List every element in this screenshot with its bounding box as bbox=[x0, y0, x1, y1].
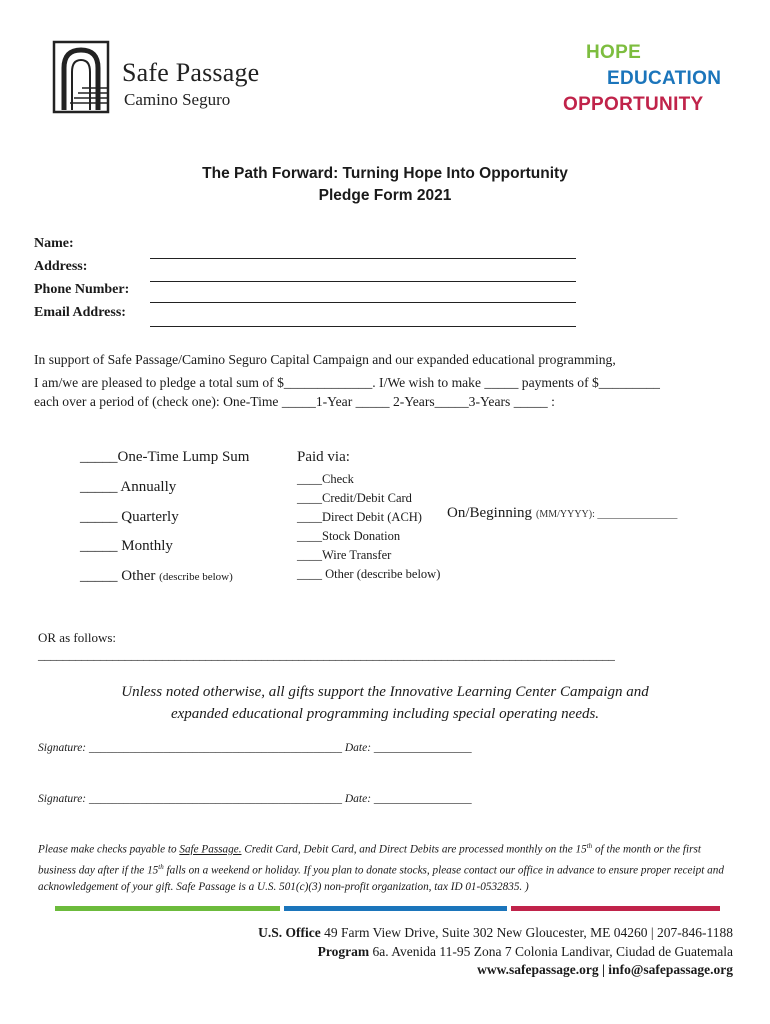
payee-name: Safe Passage. bbox=[179, 843, 242, 856]
tagline-hope: HOPE bbox=[586, 42, 642, 63]
pay-stock[interactable]: ____Stock Donation bbox=[297, 529, 401, 543]
option-monthly[interactable]: _____ Monthly bbox=[80, 538, 173, 554]
program-address: Program 6a. Avenida 11-95 Zona 7 Colonia Landivar, Ciudad de Guatemala bbox=[317, 944, 733, 959]
or-as-follows-field[interactable]: _____________________________________________________________________________________________ bbox=[38, 647, 615, 662]
tagline-education: EDUCATION bbox=[607, 68, 722, 89]
pay-other[interactable]: ____ Other (describe below) bbox=[297, 567, 441, 581]
signature-field-1[interactable] bbox=[38, 742, 472, 754]
pay-direct-debit[interactable]: ____Direct Debit (ACH) bbox=[297, 510, 422, 524]
address-field[interactable] bbox=[150, 281, 576, 282]
safe-passage-logo bbox=[52, 40, 282, 114]
campaign-note-line-2: expanded educational programming including special operating needs. bbox=[170, 706, 600, 722]
phone-label: Phone Number: bbox=[34, 282, 130, 297]
intro-line-1: In support of Safe Passage/Camino Seguro Capital Campaign and our expanded educational programming, bbox=[34, 352, 616, 367]
payment-footnote: Please make checks payable to Safe Passage. Credit Card, Debit Card, and Direct Debits are processed monthly on the 15th of the month or the first business day after if the 15th falls on a weekend or holiday. If you plan to donate stocks, please contact our office in advance to ensure proper receipt and acknowledgement of your gift. Safe Passage is a U.S. 501(c)(3) non-profit organization, tax ID 01-0532835. ) bbox=[38, 842, 724, 894]
phone-field[interactable] bbox=[150, 302, 576, 303]
email-label: Email Address: bbox=[34, 305, 126, 320]
tagline-opportunity: OPPORTUNITY bbox=[563, 94, 704, 115]
page-subtitle: Pledge Form 2021 bbox=[318, 187, 452, 204]
website-email[interactable]: www.safepassage.org | info@safepassage.org bbox=[477, 962, 733, 977]
color-bar-green bbox=[55, 906, 280, 911]
on-beginning-field[interactable] bbox=[447, 504, 677, 522]
on-beginning-format: (MM/YYYY): ________________ bbox=[536, 509, 678, 520]
us-office-address: U.S. Office 49 Farm View Drive, Suite 302 New Gloucester, ME 04260 | 207-846-1188 bbox=[258, 925, 733, 940]
option-other[interactable] bbox=[80, 568, 233, 585]
email-field[interactable] bbox=[150, 326, 576, 327]
doorway-logo-icon bbox=[52, 40, 116, 114]
logo-subtitle: Camino Seguro bbox=[124, 90, 231, 109]
intro-line-2[interactable]: I am/we are pleased to pledge a total sum of $_____________. I/We wish to make _____ payments of $_________ bbox=[34, 375, 660, 390]
pay-wire[interactable]: ____Wire Transfer bbox=[297, 548, 392, 562]
paid-via-heading: Paid via: bbox=[297, 449, 350, 465]
pay-card[interactable]: ____Credit/Debit Card bbox=[297, 491, 412, 505]
option-quarterly[interactable]: _____ Quarterly bbox=[80, 509, 179, 525]
address-label: Address: bbox=[34, 259, 88, 274]
date-label: Date: _________________ bbox=[344, 793, 472, 805]
signature-label: Signature: ____________________________________________ bbox=[38, 742, 342, 754]
option-other-note: (describe below) bbox=[159, 571, 233, 583]
name-label: Name: bbox=[34, 236, 74, 251]
signature-label: Signature: ____________________________________________ bbox=[38, 793, 342, 805]
option-annually[interactable]: _____ Annually bbox=[80, 479, 177, 495]
on-beginning-label: On/Beginning bbox=[447, 505, 532, 521]
name-field[interactable] bbox=[150, 258, 576, 259]
or-as-follows-label: OR as follows: bbox=[38, 630, 116, 645]
date-label: Date: _________________ bbox=[344, 742, 472, 754]
campaign-note-line-1: Unless noted otherwise, all gifts support the Innovative Learning Center Campaign and bbox=[121, 684, 649, 700]
color-bar-blue bbox=[284, 906, 507, 911]
page-title: The Path Forward: Turning Hope Into Opportunity bbox=[202, 165, 568, 182]
option-other-label: _____ Other bbox=[80, 568, 156, 584]
pay-check[interactable]: ____Check bbox=[297, 472, 354, 486]
logo-name: Safe Passage bbox=[122, 58, 260, 87]
color-bar-red bbox=[511, 906, 720, 911]
option-lump-sum[interactable]: _____One-Time Lump Sum bbox=[80, 449, 250, 465]
intro-line-3[interactable]: each over a period of (check one): One-Time _____1-Year _____ 2-Years_____3-Years _____ : bbox=[34, 394, 555, 409]
signature-field-2[interactable] bbox=[38, 793, 472, 805]
